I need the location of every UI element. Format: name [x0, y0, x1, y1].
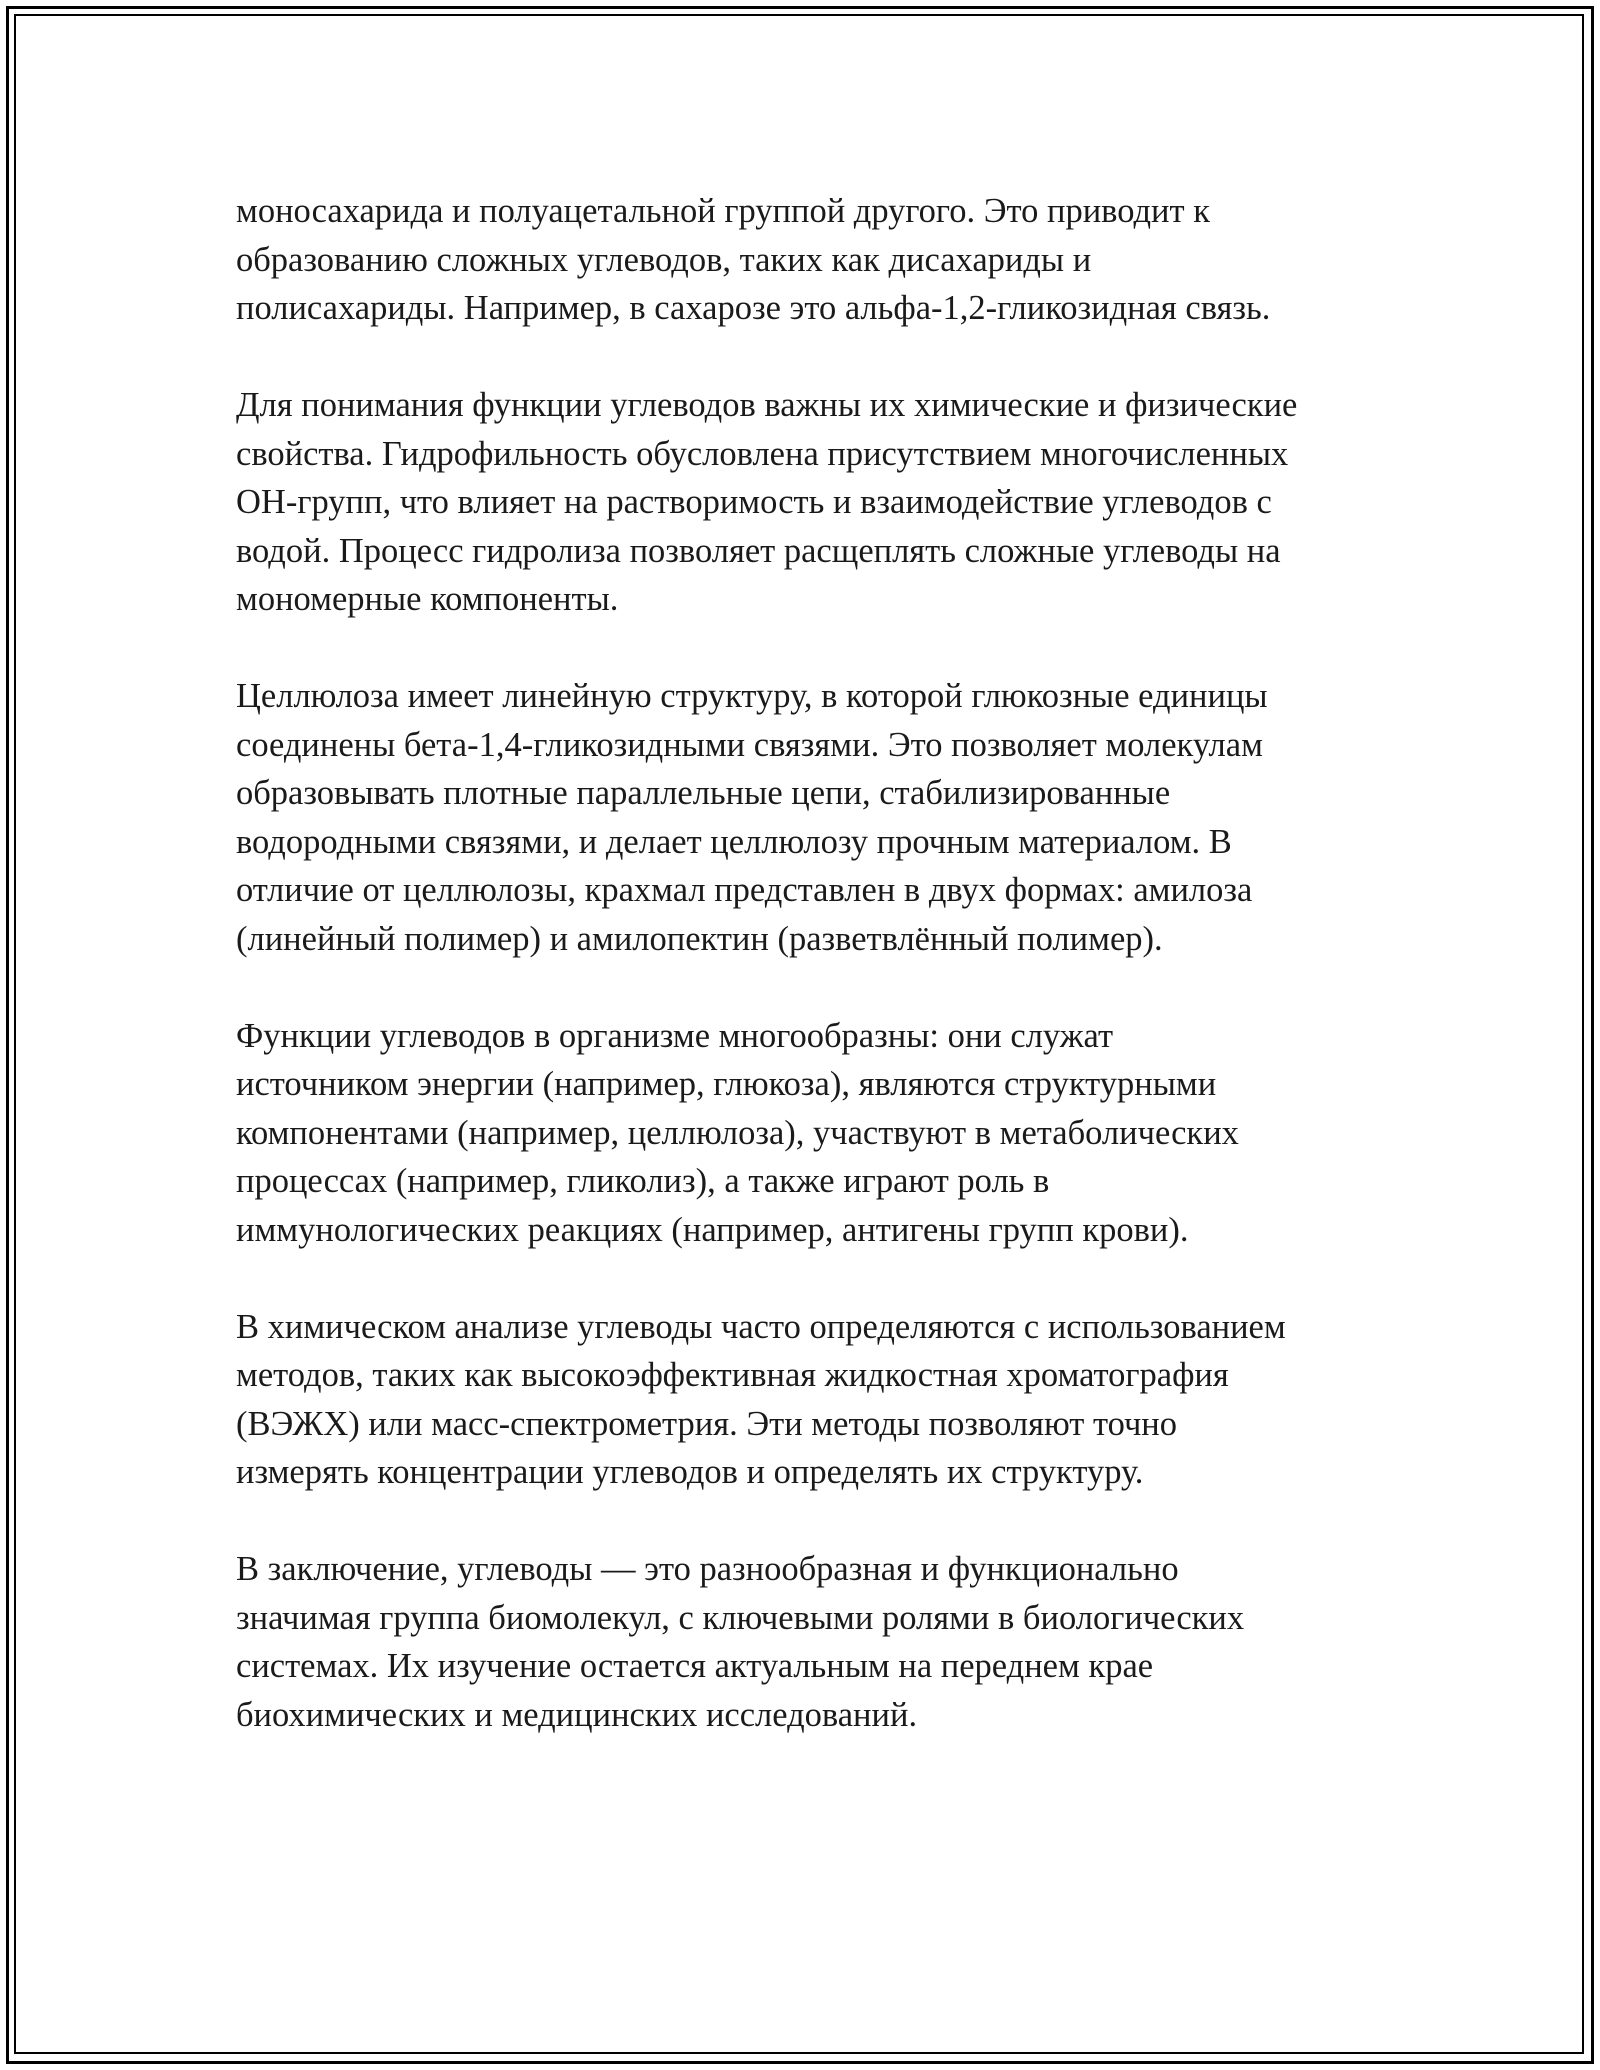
paragraph-functions: Функции углеводов в организме многообразны: они служат источником энергии (например, глюкоза), являются структурными компонентами (например, целлюлоза), участвуют в метаболических процессах (например, гликолиз), а также играют роль в иммунологических реакциях (например, антигены групп крови).	[236, 1016, 1239, 1249]
document-body	[236, 187, 1386, 1788]
paragraph-properties: Для понимания функции углеводов важны их химические и физические свойства. Гидрофильность обусловлена присутствием многочисленных ОН-групп, что влияет на растворимость и взаимодействие углеводов с водой. Процесс гидролиза позволяет расщеплять сложные углеводы на мономерные компоненты.	[236, 386, 1298, 618]
paragraph-conclusion: В заключение, углеводы — это разнообразная и функционально значимая группа биомолекул, с ключевыми ролями в биологических системах. Их изучение остается актуальным на переднем крае биохимических и медицинских исследований.	[236, 1550, 1245, 1734]
paragraph-analysis: В химическом анализе углеводы часто определяются с использованием методов, таких как высокоэффективная жидкостная хроматография (ВЭЖХ) или масс-спектрометрия. Эти методы позволяют точно измерять концентрации углеводов и определять их структуру.	[236, 1307, 1286, 1491]
paragraph-glycosidic-bond: моносахарида и полуацетальной группой другого. Это приводит к образованию сложных углеводов, таких как дисахариды и полисахариды. Например, в сахарозе это альфа-1,2-гликозидная связь.	[236, 192, 1271, 327]
paragraph-cellulose-starch: Целлюлоза имеет линейную структуру, в которой глюкозные единицы соединены бета-1,4-гликозидными связями. Это позволяет молекулам образовывать плотные параллельные цепи, стабилизированные водородными связями, и делает целлюлозу прочным материалом. В отличие от целлюлозы, крахмал представлен в двух формах: амилоза (линейный полимер) и амилопектин (разветвлённый полимер).	[236, 677, 1268, 958]
